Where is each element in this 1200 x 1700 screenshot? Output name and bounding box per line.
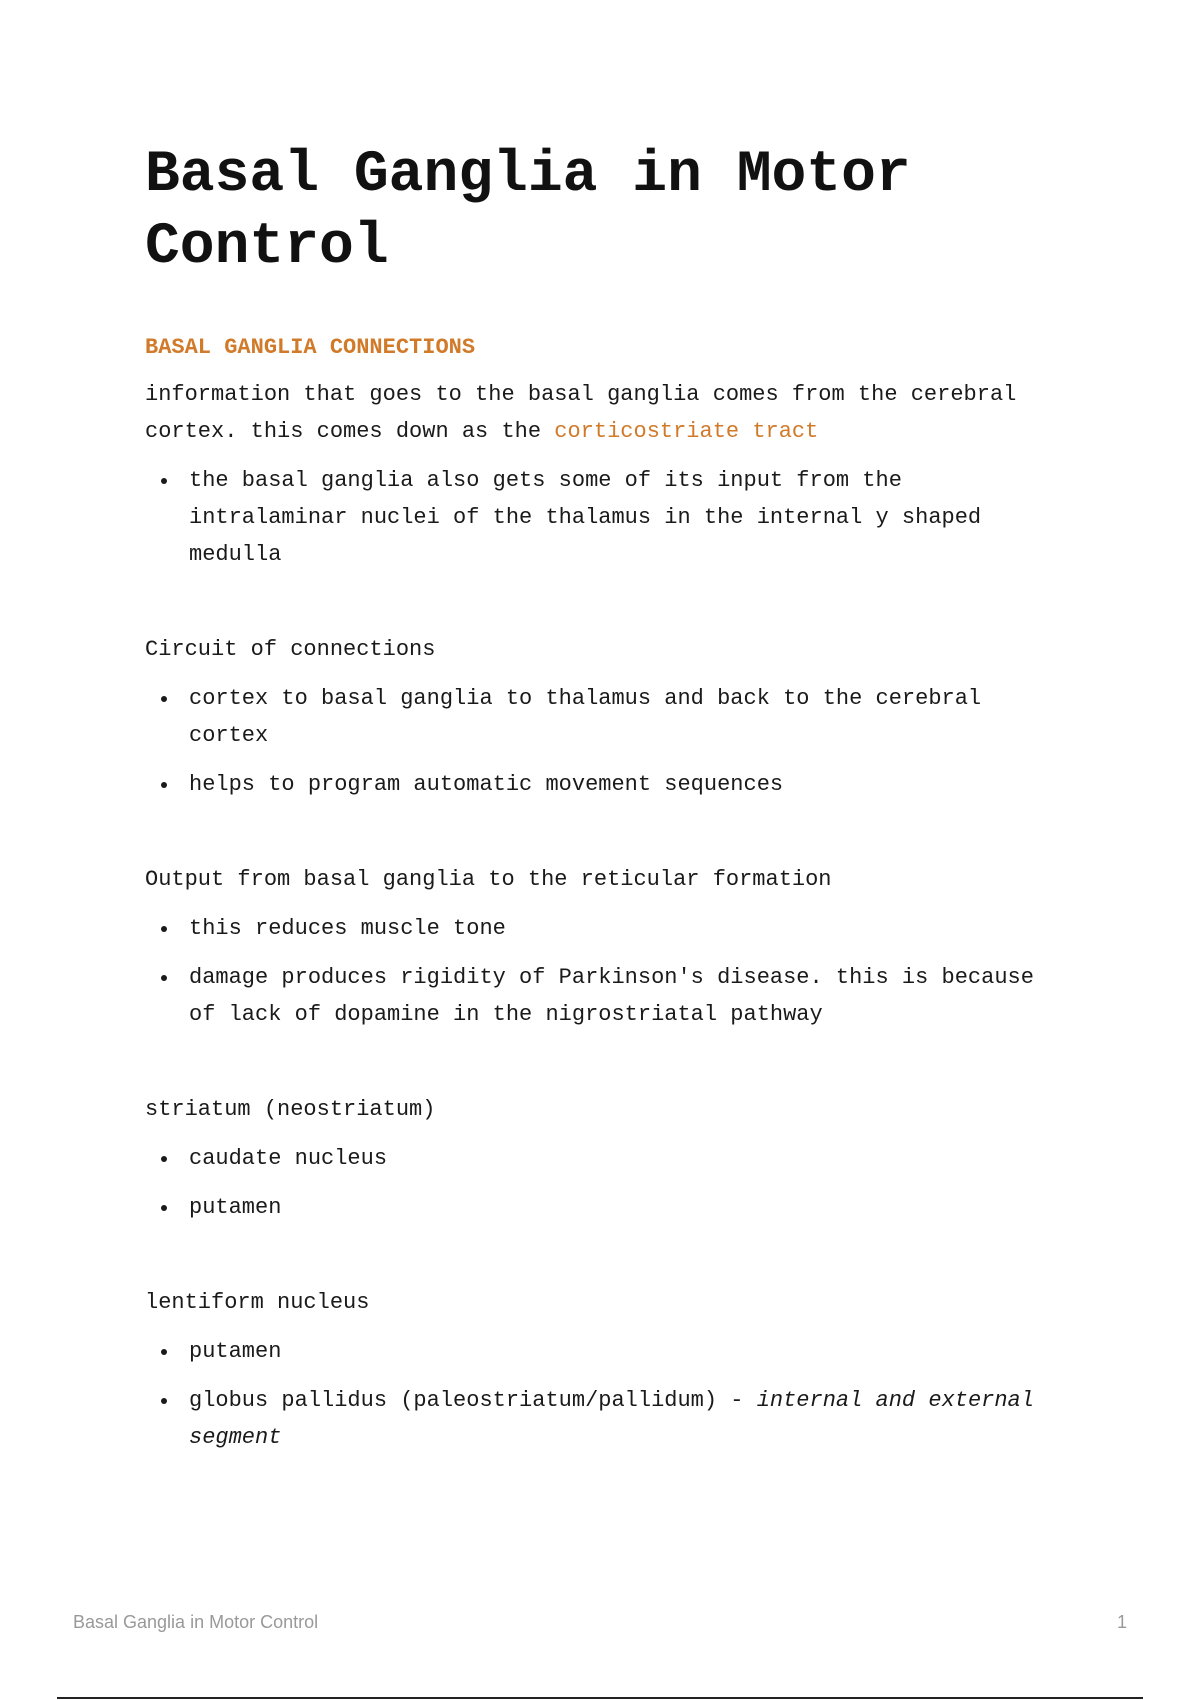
circuit-heading: Circuit of connections — [145, 637, 436, 662]
list-item-text: globus pallidus (paleostriatum/pallidum) - — [189, 1388, 757, 1413]
output-heading: Output from basal ganglia to the reticular formation — [145, 867, 832, 892]
bullet-icon — [161, 696, 167, 702]
list-item — [145, 959, 1045, 1033]
bullet-icon — [161, 926, 167, 932]
output-list — [145, 910, 1045, 1033]
circuit-list — [145, 680, 1045, 803]
lentiform-block — [145, 1284, 1045, 1456]
list-item-text: helps to program automatic movement sequences — [189, 772, 784, 797]
list-item-text: putamen — [189, 1339, 282, 1364]
striatum-heading: striatum (neostriatum) — [145, 1097, 436, 1122]
footer-divider — [57, 1697, 1143, 1699]
list-item-text: caudate nucleus — [189, 1146, 388, 1171]
list-item — [145, 680, 1045, 754]
input-list — [145, 462, 1045, 573]
list-item — [145, 766, 1045, 803]
intro-paragraph — [145, 376, 1045, 450]
lentiform-heading: lentiform nucleus — [145, 1290, 370, 1315]
circuit-block — [145, 631, 1045, 803]
list-item-text: this reduces muscle tone — [189, 916, 506, 941]
section-heading-connections: BASAL GANGLIA CONNECTIONS — [145, 335, 476, 360]
list-item — [145, 910, 1045, 947]
list-item — [145, 1189, 1045, 1226]
bullet-icon — [161, 1156, 167, 1162]
lentiform-list — [145, 1333, 1045, 1456]
intro-text: information that goes to the basal ganglia comes from the cerebral cortex. this comes down as the — [145, 382, 1017, 444]
list-item — [145, 1333, 1045, 1370]
list-item-italic-text: internal and external segment — [189, 1388, 1034, 1450]
page-footer — [73, 1612, 1127, 1633]
bullet-icon — [161, 975, 167, 981]
list-item — [145, 1382, 1045, 1456]
list-item — [145, 462, 1045, 573]
list-item-text: damage produces rigidity of Parkinson's disease. this is because of lack of dopamine in the nigrostriatal pathway — [189, 965, 1034, 1027]
list-item — [145, 1140, 1045, 1177]
footer-title: Basal Ganglia in Motor Control — [73, 1612, 319, 1632]
list-item-text: the basal ganglia also gets some of its input from the intralaminar nuclei of the thalamus in the internal y shaped medulla — [189, 468, 982, 567]
page-title: Basal Ganglia in Motor Control — [145, 143, 911, 280]
page-number: 1 — [1116, 1612, 1127, 1632]
bullet-icon — [161, 1398, 167, 1404]
bullet-icon — [161, 782, 167, 788]
bullet-icon — [161, 478, 167, 484]
intro-highlight: corticostriate tract — [554, 419, 819, 444]
document-page — [145, 140, 1045, 1456]
bullet-icon — [161, 1205, 167, 1211]
bullet-icon — [161, 1349, 167, 1355]
striatum-block — [145, 1091, 1045, 1226]
list-item-text: cortex to basal ganglia to thalamus and back to the cerebral cortex — [189, 686, 982, 748]
output-block — [145, 861, 1045, 1033]
list-item-text: putamen — [189, 1195, 282, 1220]
striatum-list — [145, 1140, 1045, 1226]
